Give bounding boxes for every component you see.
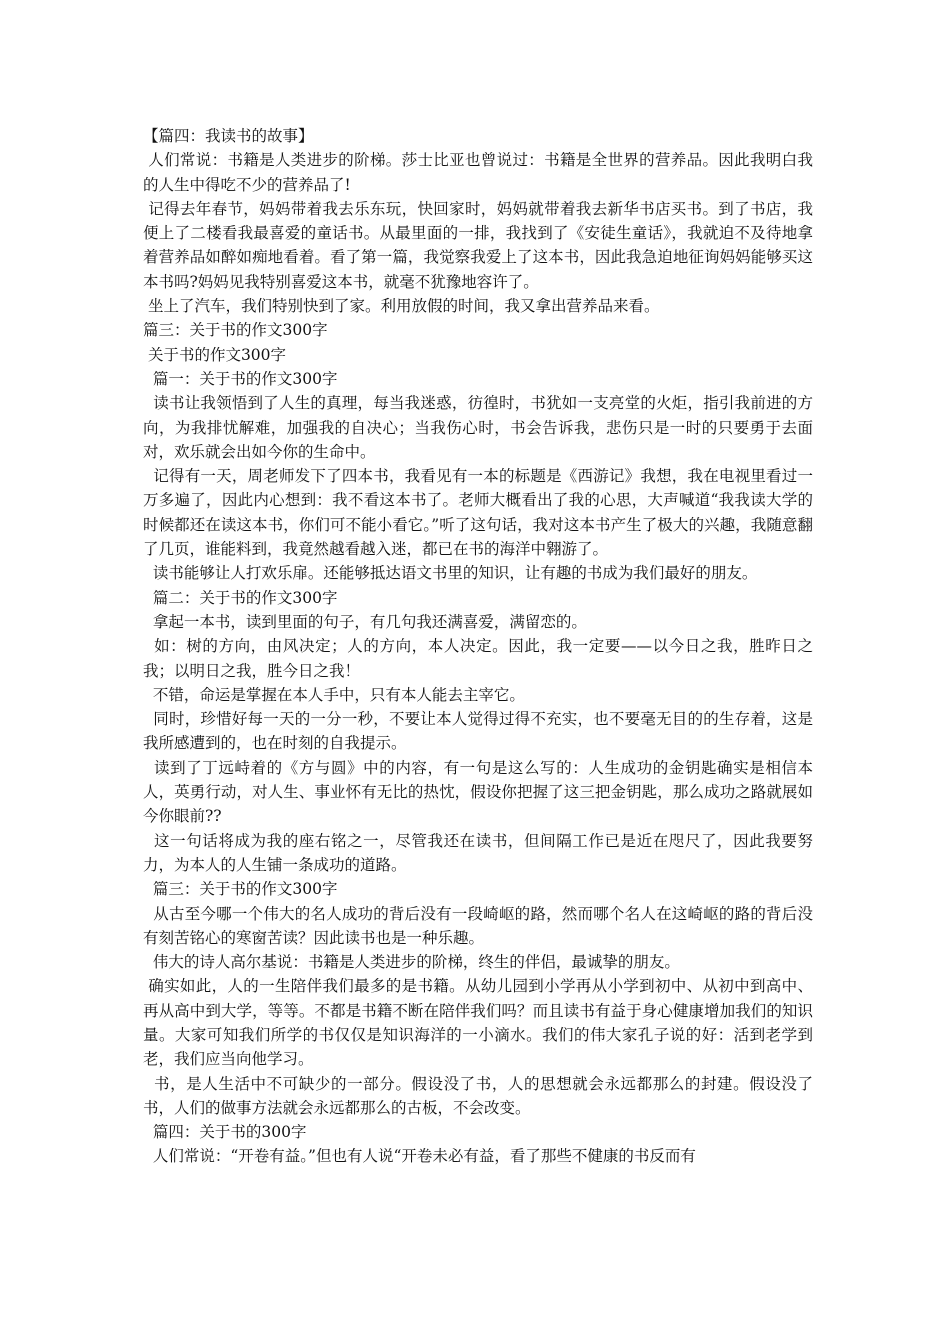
- paragraph: 这一句话将成为我的座右铭之一，尽管我还在读书，但间隔工作已是近在咫尺了，因此我要努力，为本人的人生铺一条成功的道路。: [143, 831, 813, 874]
- document-body: [143, 124, 813, 1169]
- paragraph: 书，是人生活中不可缺少的一部分。假设没了书，人的思想就会永远都那么的封建。假设没了书，人们的做事方法就会永远都那么的古板，不会改变。: [143, 1074, 813, 1117]
- section-heading: 篇四：关于书的300字: [143, 1123, 307, 1142]
- paragraph: 不错，命运是掌握在本人手中，只有本人能去主宰它。: [143, 685, 525, 704]
- paragraph: 人们常说：书籍是人类进步的阶梯。莎士比亚也曾说过：书籍是全世界的营养品。因此我明白我的人生中得吃不少的营养品了!: [143, 151, 813, 194]
- section-heading: 【篇四：我读书的故事】: [143, 127, 314, 145]
- paragraph: 记得有一天，周老师发下了四本书，我看见有一本的标题是《西游记》我想，我在电视里看过一万多遍了，因此内心想到：我不看这本书了。老师大概看出了我的心思，大声喊道“我我读大学的时候都还在读这本书，你们可不能小看它。”听了这句话，我对这本书产生了极大的兴趣，我随意翻了几页，谁能料到，我竟然越看越入迷，都已在书的海洋中翱游了。: [143, 467, 813, 559]
- paragraph: 从古至今哪一个伟大的名人成功的背后没有一段崎岖的路，然而哪个名人在这崎岖的路的背后没有刻苦铭心的寒窗苦读？因此读书也是一种乐趣。: [143, 904, 813, 947]
- section-heading: 关于书的作文300字: [143, 345, 287, 364]
- paragraph: 坐上了汽车，我们特别快到了家。利用放假的时间，我又拿出营养品来看。: [143, 297, 660, 316]
- paragraph: 读书能够让人打欢乐扉。还能够抵达语文书里的知识，让有趣的书成为我们最好的朋友。: [143, 564, 758, 583]
- paragraph: 确实如此，人的一生陪伴我们最多的是书籍。从幼儿园到小学再从小学到初中、从初中到高中、再从高中到大学，等等。不都是书籍不断在陪伴我们吗？而且读书有益于身心健康增加我们的知识量。大家可知我们所学的书仅仅是知识海洋的一小滴水。我们的伟大家孔子说的好：活到老学到老，我们应当向他学习。: [143, 977, 813, 1069]
- paragraph: 读到了丁远峙着的《方与圆》中的内容，有一句是这么写的：人生成功的金钥匙确实是相信本人，英勇行动，对人生、事业怀有无比的热忱，假设你把握了这三把金钥匙，那么成功之路就展如今你眼前??: [143, 758, 813, 826]
- paragraph: 如：树的方向，由风决定；人的方向，本人决定。因此，我一定要——以今日之我，胜昨日之我；以明日之我，胜今日之我！: [143, 637, 813, 680]
- paragraph: 人们常说：“开卷有益。”但也有人说“开卷未必有益，看了那些不健康的书反而有: [143, 1147, 696, 1166]
- paragraph: 拿起一本书，读到里面的句子，有几句我还满喜爱，满留恋的。: [143, 612, 587, 631]
- paragraph: 记得去年春节，妈妈带着我去乐东玩，快回家时，妈妈就带着我去新华书店买书。到了书店，我便上了二楼看我最喜爱的童话书。从最里面的一排，我找到了《安徒生童话》，我就迫不及待地拿着营养品如醉如痴地看着。看了第一篇，我觉察我爱上了这本书，因此我急迫地征询妈妈能够买这本书吗?妈妈见我特别喜爱这本书，就毫不犹豫地容许了。: [143, 199, 813, 291]
- paragraph: 同时，珍惜好每一天的一分一秒，不要让本人觉得过得不充实，也不要毫无目的的生存着，这是我所感遭到的，也在时刻的自我提示。: [143, 710, 813, 753]
- section-heading: 篇一：关于书的作文300字: [143, 369, 338, 388]
- paragraph: 读书让我领悟到了人生的真理，每当我迷惑，彷徨时，书犹如一支亮堂的火炬，指引我前进的方向，为我排忧解难，加强我的自决心；当我伤心时，书会告诉我，悲伤只是一时的只要勇于去面对，欢乐就会出如今你的生命中。: [143, 394, 813, 461]
- section-heading: 篇二：关于书的作文300字: [143, 588, 338, 607]
- section-heading: 篇三：关于书的作文300字: [143, 321, 328, 340]
- section-heading: 篇三：关于书的作文300字: [143, 880, 338, 899]
- paragraph: 伟大的诗人高尔基说：书籍是人类进步的阶梯，终生的伴侣，最诚挚的朋友。: [143, 953, 680, 972]
